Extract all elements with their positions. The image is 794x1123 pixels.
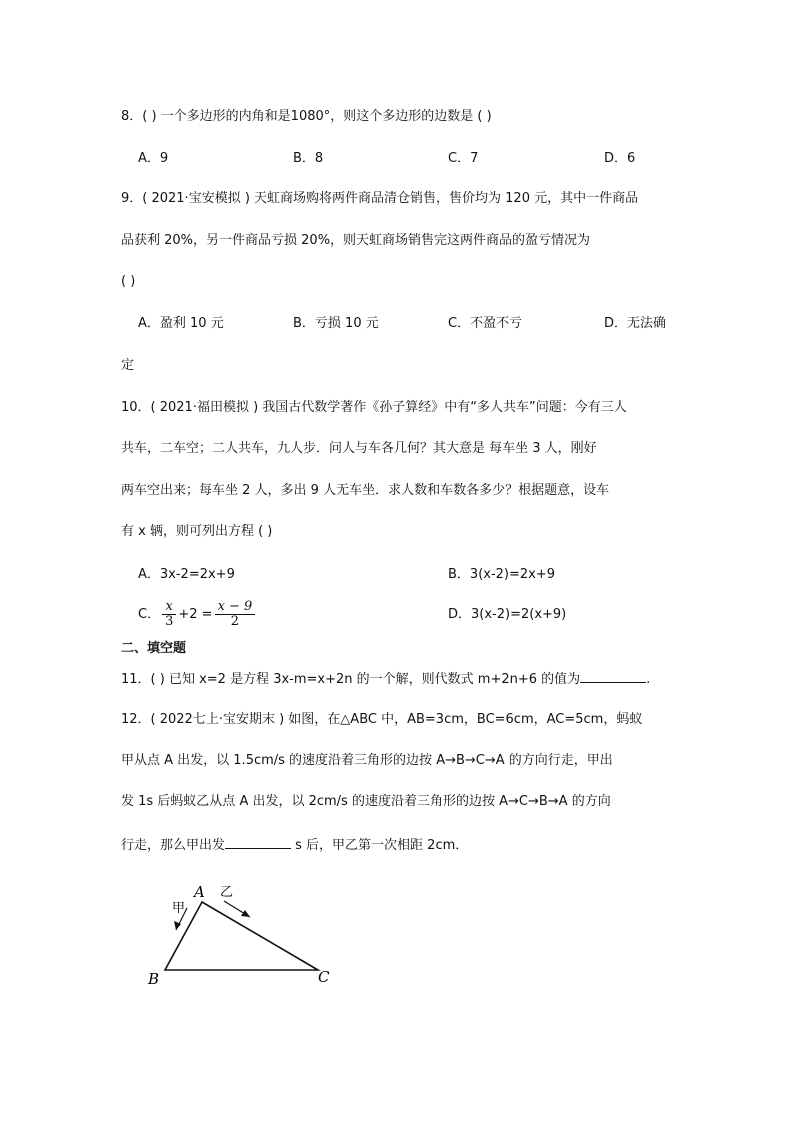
q12-stem-line2: 甲从点 A 出发，以 1.5cm/s 的速度沿着三角形的边按 A→B→C→A 的方向行走，甲出: [121, 753, 613, 768]
q11-stem: [121, 670, 650, 689]
q10-option-c-fraction-1: [162, 600, 176, 629]
fraction-denominator: 3: [165, 614, 174, 629]
q10-option-c-middle: +2 =: [178, 607, 213, 622]
q10-stem-line1: 10．( 2021·福田模拟 ) 我国古代数学著作《孙子算经》中有“多人共车”问题：今有三人: [121, 400, 627, 415]
q10-option-c[interactable]: [138, 598, 257, 632]
q10-option-b[interactable]: B．3(x-2)=2x+9: [448, 567, 556, 582]
q12-answer-blank[interactable]: [225, 836, 291, 849]
q10-option-c-fraction-2: [215, 600, 256, 629]
q12-stem-line1: 12．( 2022七上·宝安期末 ) 如图，在△ABC 中，AB=3cm，BC=6cm，AC=5cm，蚂蚁: [121, 712, 643, 727]
q8-option-c[interactable]: C．7: [448, 151, 479, 166]
q8-stem: 8．( ) 一个多边形的内角和是1080°，则这个多边形的边数是 ( ): [121, 109, 492, 124]
q9-option-b[interactable]: B．亏损 10 元: [293, 316, 379, 331]
q9-stem-line2: 品获利 20%，另一件商品亏损 20%，则天虹商场销售完这两件商品的盈亏情况为: [121, 233, 591, 248]
fraction-numerator: x: [162, 600, 176, 615]
q8-option-d[interactable]: D．6: [604, 151, 636, 166]
q9-answer-paren: ( ): [121, 274, 136, 289]
q12-stem-line3: 发 1s 后蚂蚁乙从点 A 出发，以 2cm/s 的速度沿着三角形的边按 A→C→B→A 的方向: [121, 794, 611, 809]
q10-stem-line3: 两车空出来；每车坐 2 人，多出 9 人无车坐．求人数和车数各多少？根据题意，设车: [121, 483, 610, 498]
q8-option-a[interactable]: A．9: [138, 151, 169, 166]
section-heading-fill-in: 二、填空题: [121, 641, 187, 656]
q9-option-c[interactable]: C．不盈不亏: [448, 316, 523, 331]
q11-text: 11．( ) 已知 x=2 是方程 3x-m=x+2n 的一个解，则代数式 m+2n+6 的值为: [121, 672, 581, 687]
q12-text-before-blank: 行走，那么甲出发: [121, 838, 226, 853]
q11-end: .: [646, 672, 651, 687]
vertex-label-b: B: [148, 970, 160, 988]
vertex-label-c: C: [318, 968, 330, 986]
q9-option-a[interactable]: A．盈利 10 元: [138, 316, 224, 331]
q11-answer-blank[interactable]: [580, 670, 646, 683]
q9-option-d[interactable]: D．无法确: [604, 316, 667, 331]
vertex-label-a: A: [194, 883, 205, 901]
triangle-figure: [140, 870, 360, 1000]
q10-option-a[interactable]: A．3x-2=2x+9: [138, 567, 235, 582]
arrow-yi-head: [241, 910, 250, 917]
fraction-numerator: x − 9: [215, 600, 256, 615]
q8-option-b[interactable]: B．8: [293, 151, 324, 166]
q10-stem-line2: 共车，二车空；二人共车，九人步．问人与车各几何？其大意是 每车坐 3 人，刚好: [121, 441, 597, 456]
fraction-denominator: 2: [230, 614, 240, 629]
q10-option-d[interactable]: D．3(x-2)=2(x+9): [448, 607, 567, 622]
q9-stem-line1: 9．( 2021·宝安模拟 ) 天虹商场购将两件商品清仓销售，售价均为 120 元，其中一件商品: [121, 191, 639, 206]
q9-option-d-continued: 定: [121, 358, 135, 373]
q12-stem-line4: [121, 836, 468, 855]
q10-stem-line4: 有 x 辆，则可列出方程 ( ): [121, 524, 273, 539]
label-jia: 甲: [172, 901, 186, 916]
q10-option-c-prefix: C．: [138, 607, 161, 622]
q12-text-after-blank: s 后，甲乙第一次相距 2cm．: [291, 838, 469, 853]
label-yi: 乙: [220, 885, 234, 900]
